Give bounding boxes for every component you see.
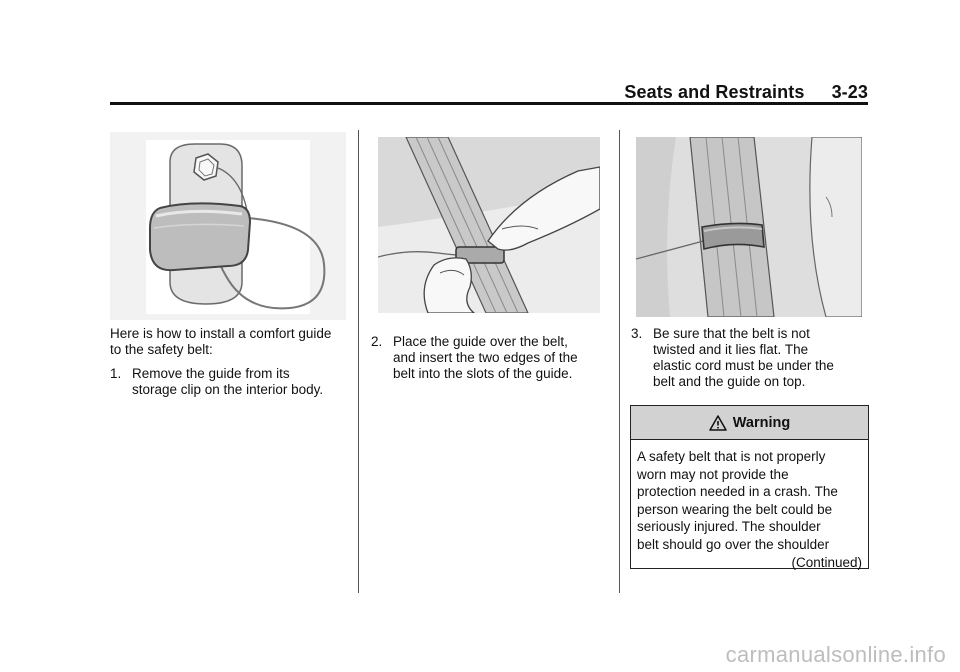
warning-line: protection needed in a crash. The xyxy=(637,484,838,499)
step-number: 3. xyxy=(631,326,643,341)
step-number: 1. xyxy=(110,366,122,381)
column-divider xyxy=(619,130,620,593)
warning-line: person wearing the belt could be xyxy=(637,501,833,517)
continued-label: (Continued) xyxy=(791,555,862,570)
step-text-line: and insert the two edges of the xyxy=(393,350,578,365)
warning-box xyxy=(630,405,869,569)
column2-text xyxy=(371,334,611,382)
column1-text xyxy=(110,326,350,398)
step-text-line: elastic cord must be under the xyxy=(653,358,834,373)
step-text-line: storage clip on the interior body. xyxy=(132,382,324,397)
watermark: carmanualsonline.info xyxy=(725,642,946,667)
intro-paragraph: Here is how to install a comfort guide to the safety belt: xyxy=(110,326,332,357)
warning-line: worn may not provide the xyxy=(637,466,789,482)
step-text-line: Place the guide over the belt, xyxy=(393,334,568,349)
header-rule xyxy=(110,102,868,105)
warning-label: Warning xyxy=(732,414,791,431)
step-text-line: belt into the slots of the guide. xyxy=(393,366,573,381)
step-text-line: Be sure that the belt is not xyxy=(653,326,810,341)
page-number: 3-23 xyxy=(831,82,868,102)
warning-triangle-icon xyxy=(709,415,727,431)
column3-text xyxy=(631,326,871,390)
step-text-line: belt and the guide on top. xyxy=(653,374,806,389)
belt-flat-with-guide-illustration xyxy=(636,137,862,317)
column-divider xyxy=(358,130,359,593)
step-number: 2. xyxy=(371,334,383,349)
comfort-guide-clip-illustration xyxy=(110,132,346,320)
guide-over-belt-illustration xyxy=(378,137,600,313)
warning-line: seriously injured. The shoulder xyxy=(637,519,821,534)
warning-line: A safety belt that is not properly xyxy=(637,449,826,464)
warning-body xyxy=(631,440,868,572)
step-text-line: twisted and it lies flat. The xyxy=(653,342,809,357)
step-2 xyxy=(371,334,611,382)
step-text-line: Remove the guide from its xyxy=(132,366,290,381)
section-title: Seats and Restraints xyxy=(624,82,805,102)
warning-line: belt should go over the shoulder xyxy=(637,536,830,552)
step-3 xyxy=(631,326,871,390)
warning-header xyxy=(631,406,868,440)
page-header xyxy=(624,82,868,103)
step-1 xyxy=(110,366,350,398)
